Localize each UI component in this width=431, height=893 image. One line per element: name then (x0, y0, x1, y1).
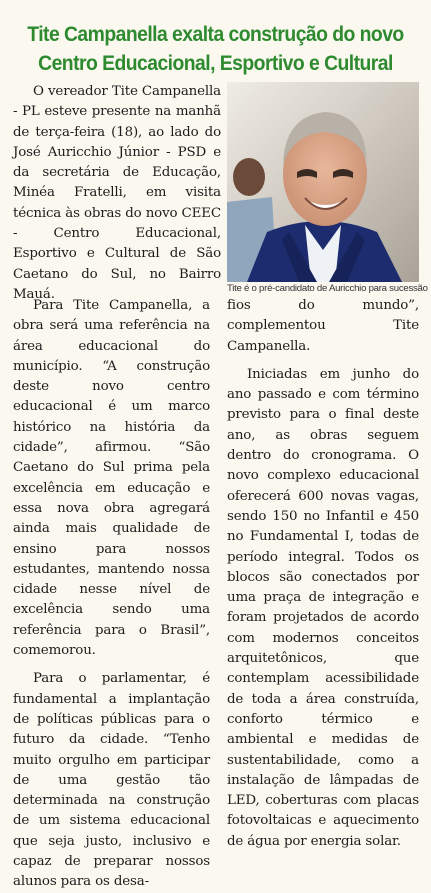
headline (22, 20, 410, 78)
paragraph-3: Para o parlamentar, é fundamental a implantação de políticas públicas para o futuro da cidade. “Tenho muito orgulho em participar de uma gestão tão determinada na construção de um sistema educacional que seja justo, inclusivo e capaz de preparar nossos alunos para os desa- (13, 671, 210, 890)
paragraph-1: O vereador Tite Campanella - PL esteve presente na manhã de terça-feira (18), ao lado do José Auricchio Júnior - PSD e da secretária de Educação, Minéa Fratelli, em visita técnica às obras do novo CEEC - Centro Educacional, Esportivo e Cultural de São Caetano do Sul, no Bairro Mauá. (13, 84, 221, 302)
background-person-head (233, 158, 265, 196)
portrait-photo (227, 82, 419, 282)
paragraph-2: Para Tite Campanella, a obra será uma referência na área educacional do município. “A construção deste novo centro educacional é um marco histórico na história da cidade”, afirmou. “São Caetano do Sul prima pela excelência em educação e essa nova obra agregará ainda mais qualidade de ensino para nossos estudantes, mantendo nossa cidade nesse nível de excelência sendo uma referência para o Brasil”, comemorou. (13, 298, 210, 659)
paragraph-4: Iniciadas em junho do ano passado e com término previsto para o final deste ano, as obras seguem dentro do cronograma. O novo complexo educacional oferecerá 600 novas vagas, sendo 150 no Infantil e 450 no Fundamental I, todas de período integral. Todos os blocos são conectados por uma praça de integração e foram projetados de acordo com modernos conceitos arquitetônicos, que contemplam acessibilidade de toda a área construída, conforto térmico e ambiental e medidas de sustentabilidade, como a instalação de lâmpadas de LED, coberturas com placas fotovoltaicas e aquecimento de água por energia solar. (227, 366, 419, 849)
paragraph-3-continuation: fios do mundo”, complementou Tite Campanella. (227, 298, 419, 354)
headline-line-2: Centro Educacional, Esportivo e Cultural (38, 51, 393, 76)
article-column-left (13, 296, 210, 893)
article-column-top (13, 82, 221, 305)
portrait-illustration (227, 82, 419, 282)
photo-caption: Tite é o pré-candidato de Auricchio para sucessão (227, 283, 428, 294)
article-column-right (227, 296, 419, 852)
headline-line-1: Tite Campanella exalta construção do novo (27, 22, 404, 47)
